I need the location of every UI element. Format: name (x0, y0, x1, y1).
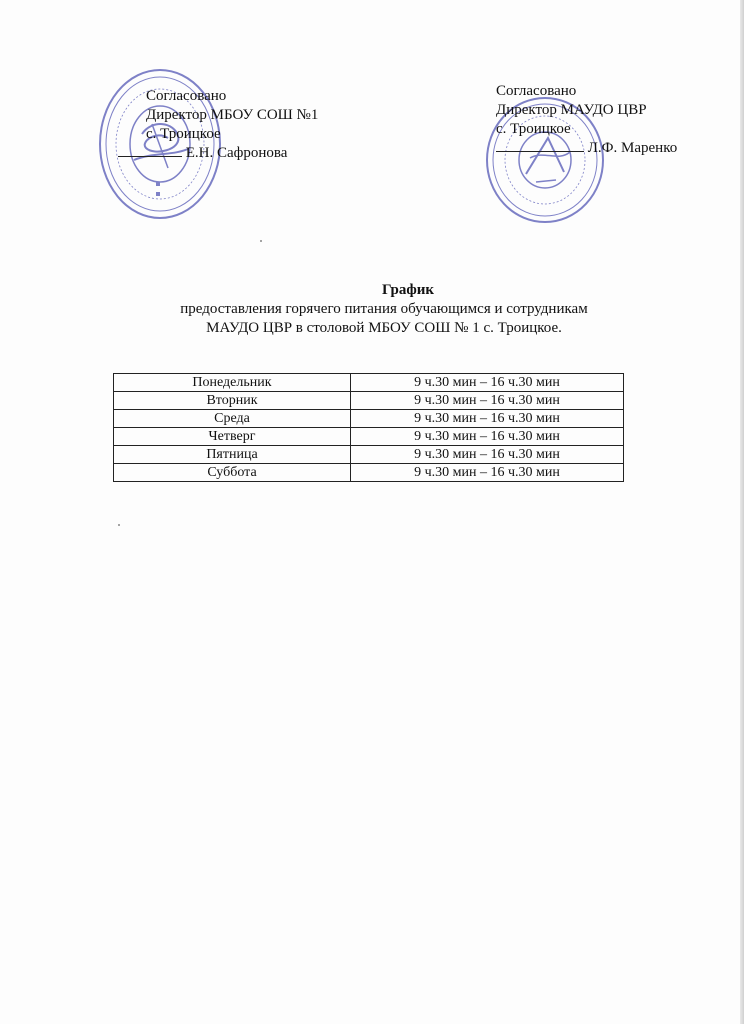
hours-cell: 9 ч.30 мин – 16 ч.30 мин (351, 464, 624, 482)
document-title: График (381, 282, 435, 298)
table-row (114, 446, 624, 464)
subtitle-line-2: МАУДО ЦВР в столовой МБОУ СОШ № 1 с. Троицкое. (206, 320, 562, 336)
hours-cell: 9 ч.30 мин – 16 ч.30 мин (351, 446, 624, 464)
hours-cell: 9 ч.30 мин – 16 ч.30 мин (351, 428, 624, 446)
day-cell: Среда (114, 410, 351, 428)
day-cell: Пятница (114, 446, 351, 464)
signature-underline (118, 156, 182, 157)
day-cell: Суббота (114, 464, 351, 482)
approval-position: Директор МБОУ СОШ №1 (146, 107, 319, 123)
day-cell: Четверг (114, 428, 351, 446)
signature-underline (496, 151, 584, 152)
approval-block-school (146, 87, 318, 163)
approval-label: Согласовано (146, 88, 227, 104)
approval-signatory: Л.Ф. Маренко (587, 140, 678, 156)
scan-edge (740, 0, 744, 1024)
approval-label: Согласовано (496, 83, 577, 99)
approval-locality: с. Троицкое (496, 121, 571, 137)
table-row (114, 410, 624, 428)
table-row (114, 392, 624, 410)
approval-position: Директор МАУДО ЦВР (496, 102, 647, 118)
subtitle-line-1: предоставления горячего питания обучающимся и сотрудникам (180, 301, 588, 317)
meal-schedule-table (113, 373, 624, 482)
table-row (114, 464, 624, 482)
signature-line (496, 139, 677, 158)
signature-line (146, 144, 318, 163)
scan-speck (260, 240, 262, 242)
approval-block-cvr (496, 82, 677, 158)
document-subtitle (12, 300, 744, 338)
approval-locality: с. Троицкое (146, 126, 221, 142)
hours-cell: 9 ч.30 мин – 16 ч.30 мин (351, 410, 624, 428)
table-row (114, 374, 624, 392)
approval-signatory: Е.Н. Сафронова (185, 145, 288, 161)
hours-cell: 9 ч.30 мин – 16 ч.30 мин (351, 374, 624, 392)
scan-speck (118, 524, 120, 526)
day-cell: Понедельник (114, 374, 351, 392)
day-cell: Вторник (114, 392, 351, 410)
table-row (114, 428, 624, 446)
hours-cell: 9 ч.30 мин – 16 ч.30 мин (351, 392, 624, 410)
